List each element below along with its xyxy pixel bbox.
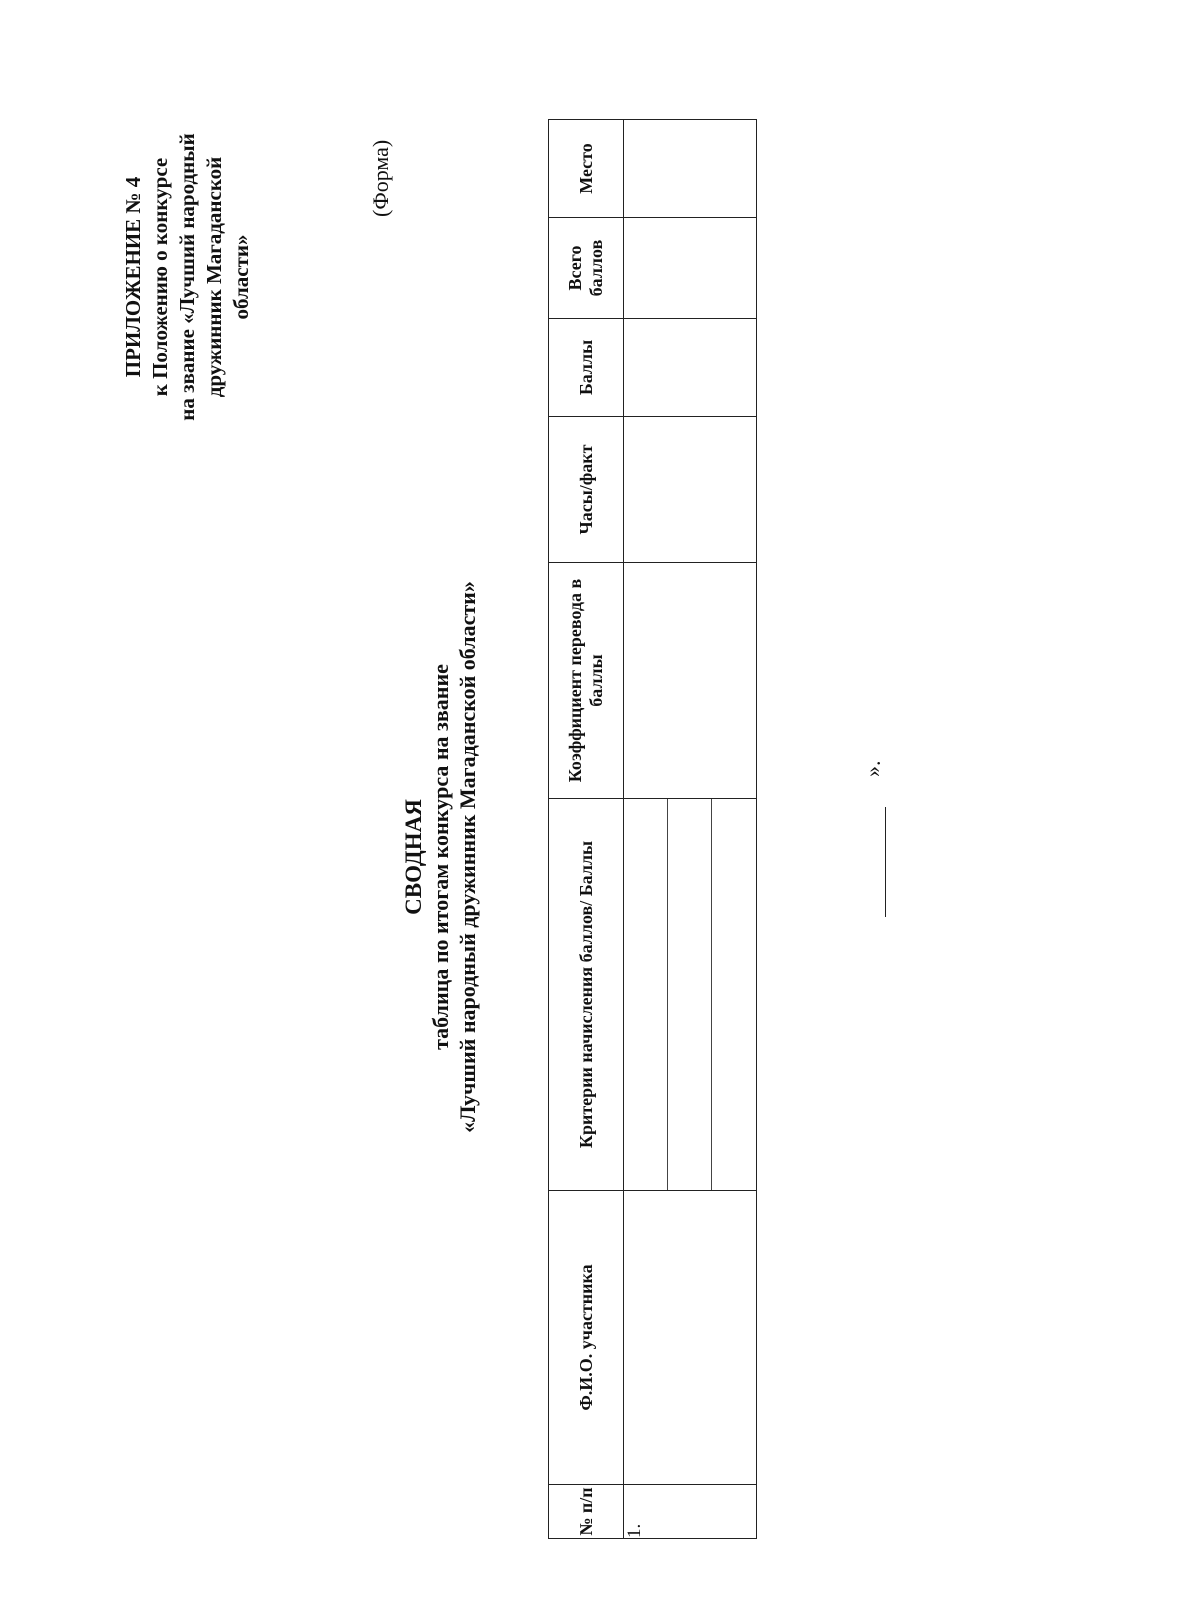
criteria-subrow [668,799,712,1190]
cell-row-number: 1. [624,1485,757,1539]
cell-criteria [624,799,757,1191]
summary-table [548,119,757,1539]
heading-subtitle-1: таблица по итогам конкурса на звание [428,664,453,1050]
col-header-coefficient: Коэффициент перевода в баллы [549,563,624,799]
signoff-line [860,761,886,918]
appendix-line-2: на звание «Лучший народный [175,133,199,421]
criteria-subrow [624,799,668,1190]
signoff-closing-quote: ». [860,760,885,777]
cell-hours [624,417,757,563]
col-header-hours: Часы/факт [549,417,624,563]
cell-place [624,120,757,218]
col-header-num: № п/п [549,1485,624,1539]
cell-total [624,218,757,319]
col-header-place: Место [549,120,624,218]
col-header-criteria: Критерии начисления баллов/ Баллы [549,799,624,1191]
appendix-title: ПРИЛОЖЕНИЕ № 4 [121,176,145,378]
form-label: (Форма) [368,139,393,217]
appendix-block [120,127,255,427]
signoff-blank-field [867,807,886,917]
table-header-row [549,120,624,1539]
criteria-subrow [712,799,756,1190]
cell-points [624,319,757,417]
appendix-line-3: дружинник Магаданской [202,156,226,398]
col-header-name: Ф.И.О. участника [549,1191,624,1485]
heading-main: СВОДНАЯ [401,799,426,915]
appendix-line-4: области» [229,234,253,320]
heading-subtitle-2: «Лучший народный дружинник Магаданской области» [455,581,480,1133]
table-row [624,120,757,1539]
document-heading [400,477,481,1237]
col-header-total: Всего баллов [549,218,624,319]
cell-coefficient [624,563,757,799]
col-header-points: Баллы [549,319,624,417]
cell-participant-name [624,1191,757,1485]
appendix-line-1: к Положению о конкурсе [148,157,172,397]
